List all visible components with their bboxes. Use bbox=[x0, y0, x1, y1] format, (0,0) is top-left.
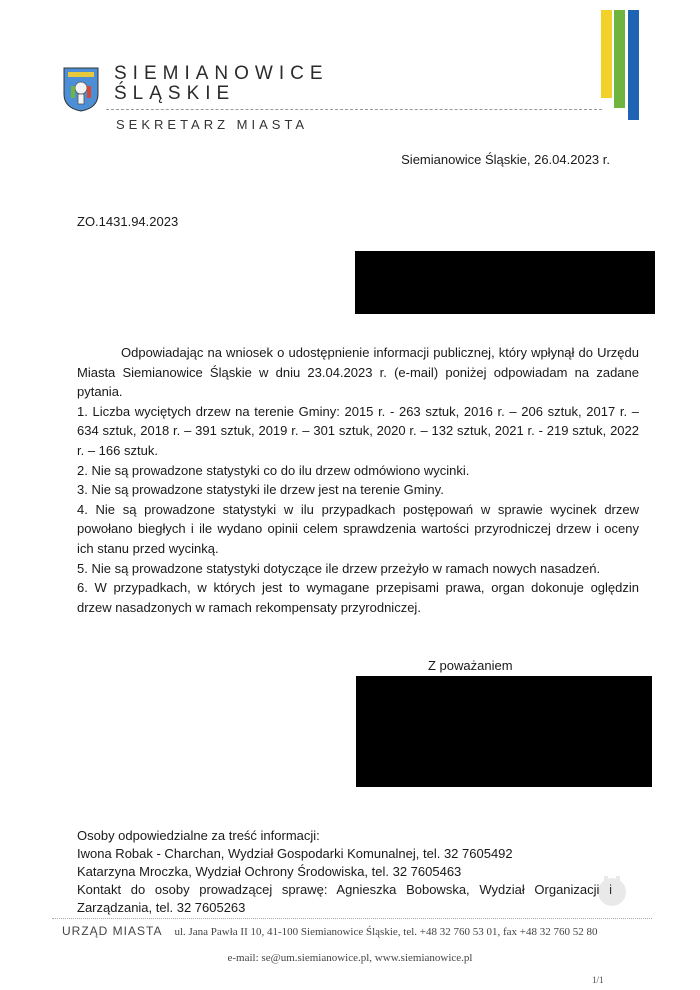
brand-color-bars bbox=[601, 10, 641, 120]
reference-number: ZO.1431.94.2023 bbox=[77, 214, 179, 229]
intro-paragraph: Odpowiadając na wniosek o udostępnienie informacji publicznej, który wpłynął do Urzędu Miasta Siemianowice Śląskie w dniu 23.04.2023 r. (e-mail) poniżej odpowiadam na zadane pytania. bbox=[77, 345, 639, 400]
footer-address: ul. Jana Pawła II 10, 41-100 Siemianowice Śląskie, tel. +48 32 760 53 01, fax +48 32 760 52 80 bbox=[174, 926, 598, 938]
place-and-date: Siemianowice Śląskie, 26.04.2023 r. bbox=[401, 152, 610, 167]
redacted-addressee-block bbox=[355, 251, 655, 314]
city-crest-logo bbox=[62, 66, 100, 112]
answer-6: 6. W przypadkach, w których jest to wymagane przepisami prawa, organ dokonuje oględzin drzew nasadzonych w ramach rekompensaty przyrodniczej. bbox=[77, 580, 639, 615]
contact-line-1: Iwona Robak - Charchan, Wydział Gospodarki Komunalnej, tel. 32 7605492 bbox=[77, 846, 513, 861]
office-name: SEKRETARZ MIASTA bbox=[116, 117, 309, 132]
contact-line-3: Kontakt do osoby prowadzącej sprawę: Agnieszka Bobowska, Wydział Organizacji i Zarządzania, tel. 32 7605263 bbox=[77, 882, 612, 915]
contacts-heading: Osoby odpowiedzialne za treść informacji: bbox=[77, 828, 320, 843]
footer-org-name: URZĄD MIASTA bbox=[62, 924, 163, 938]
answer-2: 2. Nie są prowadzone statystyki co do ilu drzew odmówiono wycinki. bbox=[77, 462, 470, 478]
faint-stamp-mark bbox=[592, 870, 632, 910]
answer-1: 1. Liczba wyciętych drzew na terenie Gminy: 2015 r. - 263 sztuk, 2016 r. – 206 sztuk, 2017 r. – 634 sztuk, 2018 r. – 391 sztuk, 2019 r. – 301 sztuk, 2020 r. – 132 sztuk, 2021 r. - 219 sztuk, 2022 r. – 166 sztuk. bbox=[77, 403, 639, 458]
answer-4: 4. Nie są prowadzone statystyki w ilu przypadkach postępowań w sprawie wycinek drzew powołano biegłych i ile wydano opinii celem sprawdzenia wartości przyrodniczej drzew i oceny ich stanu przed wycinką. bbox=[77, 501, 639, 556]
contact-line-2: Katarzyna Mroczka, Wydział Ochrony Środowiska, tel. 32 7605463 bbox=[77, 864, 462, 879]
answer-3: 3. Nie są prowadzone statystyki ile drzew jest na terenie Gminy. bbox=[77, 482, 444, 498]
closing-salutation: Z poważaniem bbox=[428, 658, 513, 673]
footer-contact-line: e-mail: se@um.siemianowice.pl, www.siemianowice.pl bbox=[227, 952, 473, 964]
page-number: 1/1 bbox=[592, 975, 604, 985]
contacts-section bbox=[77, 827, 612, 917]
answer-5: 5. Nie są prowadzone statystyki dotyczące ile drzew przeżyło w ramach nowych nasadzeń. bbox=[77, 560, 601, 576]
footer-divider bbox=[52, 918, 652, 919]
brand-line-2: ŚLĄSKIE bbox=[114, 83, 236, 104]
footer-address-line bbox=[62, 924, 597, 938]
header-divider bbox=[106, 109, 602, 110]
brand-line-1: SIEMIANOWICE bbox=[114, 63, 329, 84]
redacted-signature-block bbox=[356, 676, 652, 787]
letter-body bbox=[77, 343, 639, 617]
city-brand-name bbox=[114, 64, 329, 104]
